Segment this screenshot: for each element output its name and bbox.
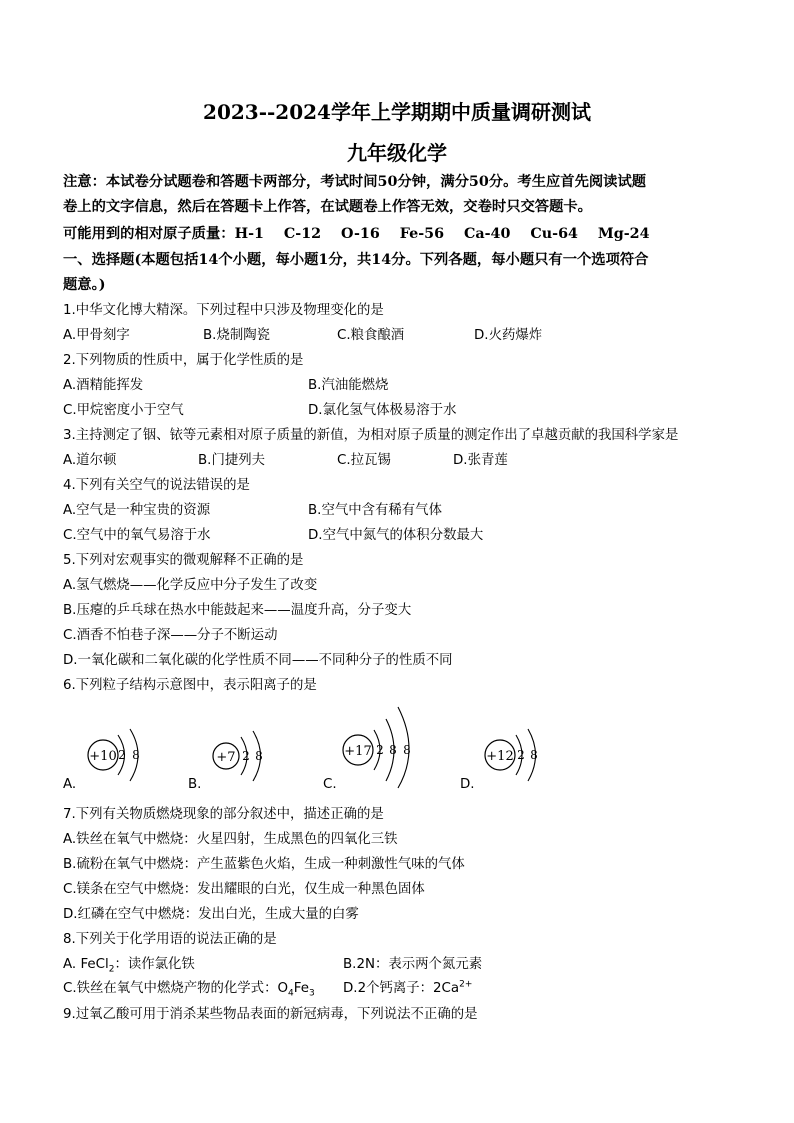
section-line-2: 题意。) [63, 277, 106, 293]
q8-option-a [63, 953, 195, 975]
q8-option-d-text: D.2个钙离子：2Ca [343, 981, 460, 996]
q2-option-d: D.氯化氢气体极易溶于水 [308, 403, 457, 418]
atomic-mass-c: C-12 [283, 226, 322, 242]
q1-option-d: D.火药爆炸 [474, 328, 543, 343]
q3-option-d: D.张青莲 [453, 453, 508, 468]
question-5-stem: 5.下列对宏观事实的微观解释不正确的是 [63, 553, 304, 568]
q6-option-c: C. [323, 777, 337, 792]
q4-option-a: A.空气是一种宝贵的资源 [63, 503, 211, 518]
shell-d-2-count: 8 [530, 748, 538, 762]
q1-option-a: A.甲骨刻字 [63, 328, 130, 343]
atomic-mass-line [63, 223, 650, 243]
q8-option-b: B.2N：表示两个氮元素 [343, 957, 483, 972]
nucleus-charge-d: +12 [486, 749, 514, 764]
question-4-stem: 4.下列有关空气的说法错误的是 [63, 478, 250, 493]
atomic-mass-h: H-1 [234, 226, 264, 242]
atomic-mass-ca: Ca-40 [463, 226, 511, 242]
q7-option-a: A.铁丝在氧气中燃烧：火星四射，生成黑色的四氧化三铁 [63, 832, 398, 847]
atom-diagram-c [343, 707, 411, 788]
question-6-stem: 6.下列粒子结构示意图中，表示阳离子的是 [63, 678, 317, 693]
question-9-stem: 9.过氧乙酸可用于消杀某些物品表面的新冠病毒，下列说法不正确的是 [63, 1007, 478, 1022]
q7-option-b: B.硫粉在氧气中燃烧：产生蓝紫色火焰，生成一种刺激性气味的气体 [63, 857, 465, 872]
q8-option-a-text: ：读作氯化铁 [114, 957, 195, 972]
q7-option-c: C.镁条在空气中燃烧：发出耀眼的白光，仅生成一种黑色固体 [63, 882, 425, 897]
atom-diagram-b [213, 731, 263, 781]
shell-d-1-count: 2 [517, 748, 525, 762]
atomic-mass-o: O-16 [341, 226, 380, 242]
q3-option-b: B.门捷列夫 [198, 453, 266, 468]
q4-option-b: B.空气中含有稀有气体 [308, 503, 442, 518]
q8-option-c-fe: Fe [293, 981, 309, 996]
shell-c-1-count: 2 [376, 743, 384, 757]
q1-option-b: B.烧制陶瓷 [203, 328, 271, 343]
q6-option-a: A. [63, 777, 77, 792]
atom-diagram-d [485, 729, 538, 781]
q8-subscript-3: 3 [308, 988, 315, 999]
q4-option-c: C.空气中的氧气易溶于水 [63, 528, 211, 543]
shell-a-2-count: 8 [132, 748, 140, 762]
q5-option-d: D.一氧化碳和二氧化碳的化学性质不同——不同种分子的性质不同 [63, 653, 453, 668]
atomic-mass-label: 可能用到的相对原子质量： [63, 226, 235, 242]
q8-subscript-2: 2 [108, 964, 115, 975]
q3-option-a: A.道尔顿 [63, 453, 117, 468]
shell-b-1-count: 2 [242, 749, 250, 763]
question-8-stem: 8.下列关于化学用语的说法正确的是 [63, 932, 277, 947]
question-1-stem: 1.中华文化博大精深。下列过程中只涉及物理变化的是 [63, 303, 384, 318]
q8-option-a-formula: A. FeCl [63, 957, 109, 972]
shell-a-1-count: 2 [118, 748, 126, 762]
q8-option-c-text: C.铁丝在氧气中燃烧产物的化学式：O [63, 981, 289, 996]
nucleus-charge-a: +10 [89, 749, 117, 764]
q7-option-d: D.红磷在空气中燃烧：发出白光，生成大量的白雾 [63, 907, 359, 922]
question-2-stem: 2.下列物质的性质中，属于化学性质的是 [63, 353, 304, 368]
q4-option-d: D.空气中氮气的体积分数最大 [308, 528, 484, 543]
atomic-mass-cu: Cu-64 [530, 226, 578, 242]
atomic-mass-mg: Mg-24 [597, 226, 650, 242]
exam-subtitle: 九年级化学 [347, 141, 447, 165]
q8-option-c [63, 977, 315, 999]
q8-superscript-charge: 2+ [459, 979, 473, 990]
q3-option-c: C.拉瓦锡 [337, 453, 391, 468]
q8-subscript-4: 4 [288, 988, 294, 999]
atom-diagrams [0, 695, 794, 790]
notice-block [63, 170, 733, 220]
shell-b-2-count: 8 [255, 749, 263, 763]
nucleus-charge-b: +7 [216, 750, 236, 765]
exam-title: 2023--2024学年上学期期中质量调研测试 [203, 100, 591, 124]
shell-c-3-count: 8 [403, 743, 411, 757]
shell-c-2-count: 8 [389, 743, 397, 757]
notice-line-2: 卷上的文字信息，然后在答题卡上作答，在试题卷上作答无效，交卷时只交答题卡。 [63, 199, 592, 215]
q1-option-c: C.粮食酿酒 [337, 328, 405, 343]
question-3-stem: 3.主持测定了铟、铱等元素相对原子质量的新值，为相对原子质量的测定作出了卓越贡献的我国科学家是 [63, 428, 679, 443]
q5-option-a: A.氢气燃烧——化学反应中分子发生了改变 [63, 578, 318, 593]
q5-option-b: B.压瘪的乒乓球在热水中能鼓起来——温度升高，分子变大 [63, 603, 412, 618]
q2-option-a: A.酒精能挥发 [63, 378, 144, 393]
q2-option-b: B.汽油能燃烧 [308, 378, 389, 393]
notice-line-1: 注意：本试卷分试题卷和答题卡两部分，考试时间50分钟，满分50分。考生应首先阅读试题 [63, 174, 647, 190]
atomic-mass-fe: Fe-56 [399, 226, 445, 242]
section-line-1: 一、选择题(本题包括14个小题，每小题1分，共14分。下列各题，每小题只有一个选项符合 [63, 252, 649, 268]
q6-option-d: D. [460, 777, 475, 792]
section-heading [63, 248, 735, 298]
question-7-stem: 7.下列有关物质燃烧现象的部分叙述中，描述正确的是 [63, 807, 384, 822]
nucleus-charge-c: +17 [344, 744, 372, 759]
q2-option-c: C.甲烷密度小于空气 [63, 403, 184, 418]
q6-option-b: B. [188, 777, 202, 792]
atom-diagram-a [88, 729, 140, 781]
q8-option-d [343, 977, 472, 996]
q5-option-c: C.酒香不怕巷子深——分子不断运动 [63, 628, 278, 643]
